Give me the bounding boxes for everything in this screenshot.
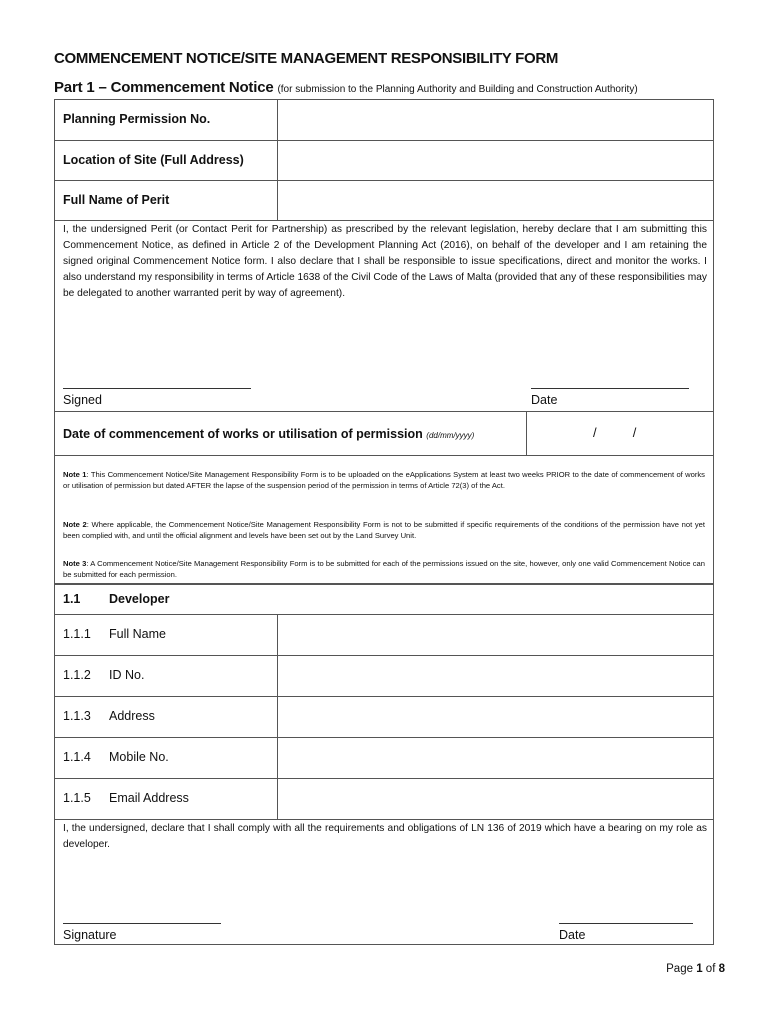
- location-field[interactable]: [277, 141, 278, 180]
- developer-date-label: Date: [559, 928, 586, 942]
- date-format-hint: (dd/mm/yyyy): [426, 431, 475, 440]
- note-1-text: : This Commencement Notice/Site Management Responsibility Form is to be uploaded on the eApplications System at least two weeks PRIOR to the date of commencement of works or utilisation of permission but dated AFTER the lapse of the suspension period of the permission in terms of Article 72(3) of the Act.: [63, 470, 705, 490]
- developer-section-name: Developer: [109, 592, 170, 606]
- part-1-title: Part 1 – Commencement Notice: [54, 79, 274, 96]
- field-label: Email Address: [109, 791, 189, 805]
- page-of: of: [702, 963, 719, 975]
- location-row: [55, 141, 713, 181]
- developer-section-title: [63, 592, 169, 606]
- developer-declaration-row: [55, 820, 713, 944]
- developer-mobile-field[interactable]: [277, 738, 278, 778]
- note-1-label: Note 1: [63, 470, 87, 479]
- field-number: 1.1.4: [63, 750, 91, 764]
- developer-id-field[interactable]: [277, 656, 278, 696]
- page-number: [666, 963, 725, 975]
- commencement-date-row: [55, 412, 713, 455]
- location-label: Location of Site (Full Address): [63, 153, 244, 167]
- field-label: Full Name: [109, 627, 166, 641]
- developer-full-name-label: [63, 627, 166, 641]
- field-number: 1.1.2: [63, 668, 91, 682]
- perit-date-label: Date: [531, 393, 558, 407]
- developer-email-field[interactable]: [277, 779, 278, 819]
- developer-address-label: [63, 709, 155, 723]
- planning-permission-label: Planning Permission No.: [63, 112, 211, 126]
- page-current: 1: [696, 963, 703, 975]
- commencement-date-text: Date of commencement of works or utilisation of permission: [63, 427, 423, 441]
- developer-mobile-label: [63, 750, 169, 764]
- part-1-subtitle: (for submission to the Planning Authority and Building and Construction Authority): [277, 84, 638, 95]
- perit-declaration-text: I, the undersigned Perit (or Contact Perit for Partnership) as prescribed by the relevant legislation, hereby declare that I am submitting this Commencement Notice, as defined in Article 2 of the Development Planning Act (2016), on behalf of the developer and I am retaining the signed original Commencement Notice form. I also declare that I shall be responsible to issue specifications, direct and monitor the works. I also understand my responsibility in terms of Article 1638 of the Civil Code of the Laws of Malta (provided that any of these responsibilities may be delegated to another warranted perit by way of agreement).: [63, 224, 707, 299]
- developer-address-row: [55, 697, 713, 738]
- developer-address-field[interactable]: [277, 697, 278, 737]
- developer-id-label: [63, 668, 144, 682]
- perit-declaration-row: [55, 221, 713, 412]
- developer-section-header: [55, 585, 713, 615]
- perit-date-line[interactable]: [531, 388, 689, 389]
- perit-name-row: [55, 181, 713, 221]
- developer-email-label: [63, 791, 189, 805]
- perit-name-field[interactable]: [277, 181, 278, 220]
- perit-name-label: Full Name of Perit: [63, 193, 170, 207]
- planning-permission-row: [55, 100, 713, 141]
- field-label: Address: [109, 709, 155, 723]
- commencement-date-label: [63, 427, 474, 441]
- note-3-label: Note 3: [63, 559, 87, 568]
- date-slashes: / /: [593, 425, 637, 440]
- signature-label: Signature: [63, 928, 117, 942]
- developer-date-line[interactable]: [559, 923, 693, 924]
- field-label: Mobile No.: [109, 750, 169, 764]
- developer-full-name-field[interactable]: [277, 615, 278, 655]
- developer-mobile-row: [55, 738, 713, 779]
- field-number: 1.1.1: [63, 627, 91, 641]
- note-3-text: : A Commencement Notice/Site Management Responsibility Form is to be submitted for each of the permissions issued on the site, however, only one valid Commencement Notice can be submitted for each permission.: [63, 559, 705, 579]
- field-number: 1.1.5: [63, 791, 91, 805]
- developer-signature-line[interactable]: [63, 923, 221, 924]
- field-label: ID No.: [109, 668, 145, 682]
- developer-email-row: [55, 779, 713, 820]
- planning-permission-field[interactable]: [277, 100, 278, 140]
- form-title: COMMENCEMENT NOTICE/SITE MANAGEMENT RESPONSIBILITY FORM: [54, 50, 559, 67]
- part-1-heading: [54, 79, 638, 96]
- developer-box: [54, 584, 714, 945]
- part-1-box: [54, 99, 714, 456]
- note-2: [63, 519, 705, 541]
- notes-box: [54, 456, 714, 584]
- note-2-label: Note 2: [63, 520, 87, 529]
- developer-declaration-text: I, the undersigned, declare that I shall comply with all the requirements and obligations of LN 136 of 2019 which have a bearing on my role as developer.: [63, 823, 707, 850]
- note-2-text: : Where applicable, the Commencement Notice/Site Management Responsibility Form is not to be submitted if specific requirements of the conditions of the permission have not yet been complied with, and until the official alignment and levels have been set out by the Land Survey Unit.: [63, 520, 705, 540]
- perit-signature-line[interactable]: [63, 388, 251, 389]
- note-3: [63, 558, 705, 580]
- page-total: 8: [718, 963, 725, 975]
- developer-section-number: 1.1: [63, 592, 81, 606]
- note-1: [63, 469, 705, 491]
- field-number: 1.1.3: [63, 709, 91, 723]
- developer-full-name-row: [55, 615, 713, 656]
- page-prefix: Page: [666, 963, 697, 975]
- signed-label: Signed: [63, 393, 102, 407]
- commencement-date-field[interactable]: [526, 412, 713, 455]
- developer-id-row: [55, 656, 713, 697]
